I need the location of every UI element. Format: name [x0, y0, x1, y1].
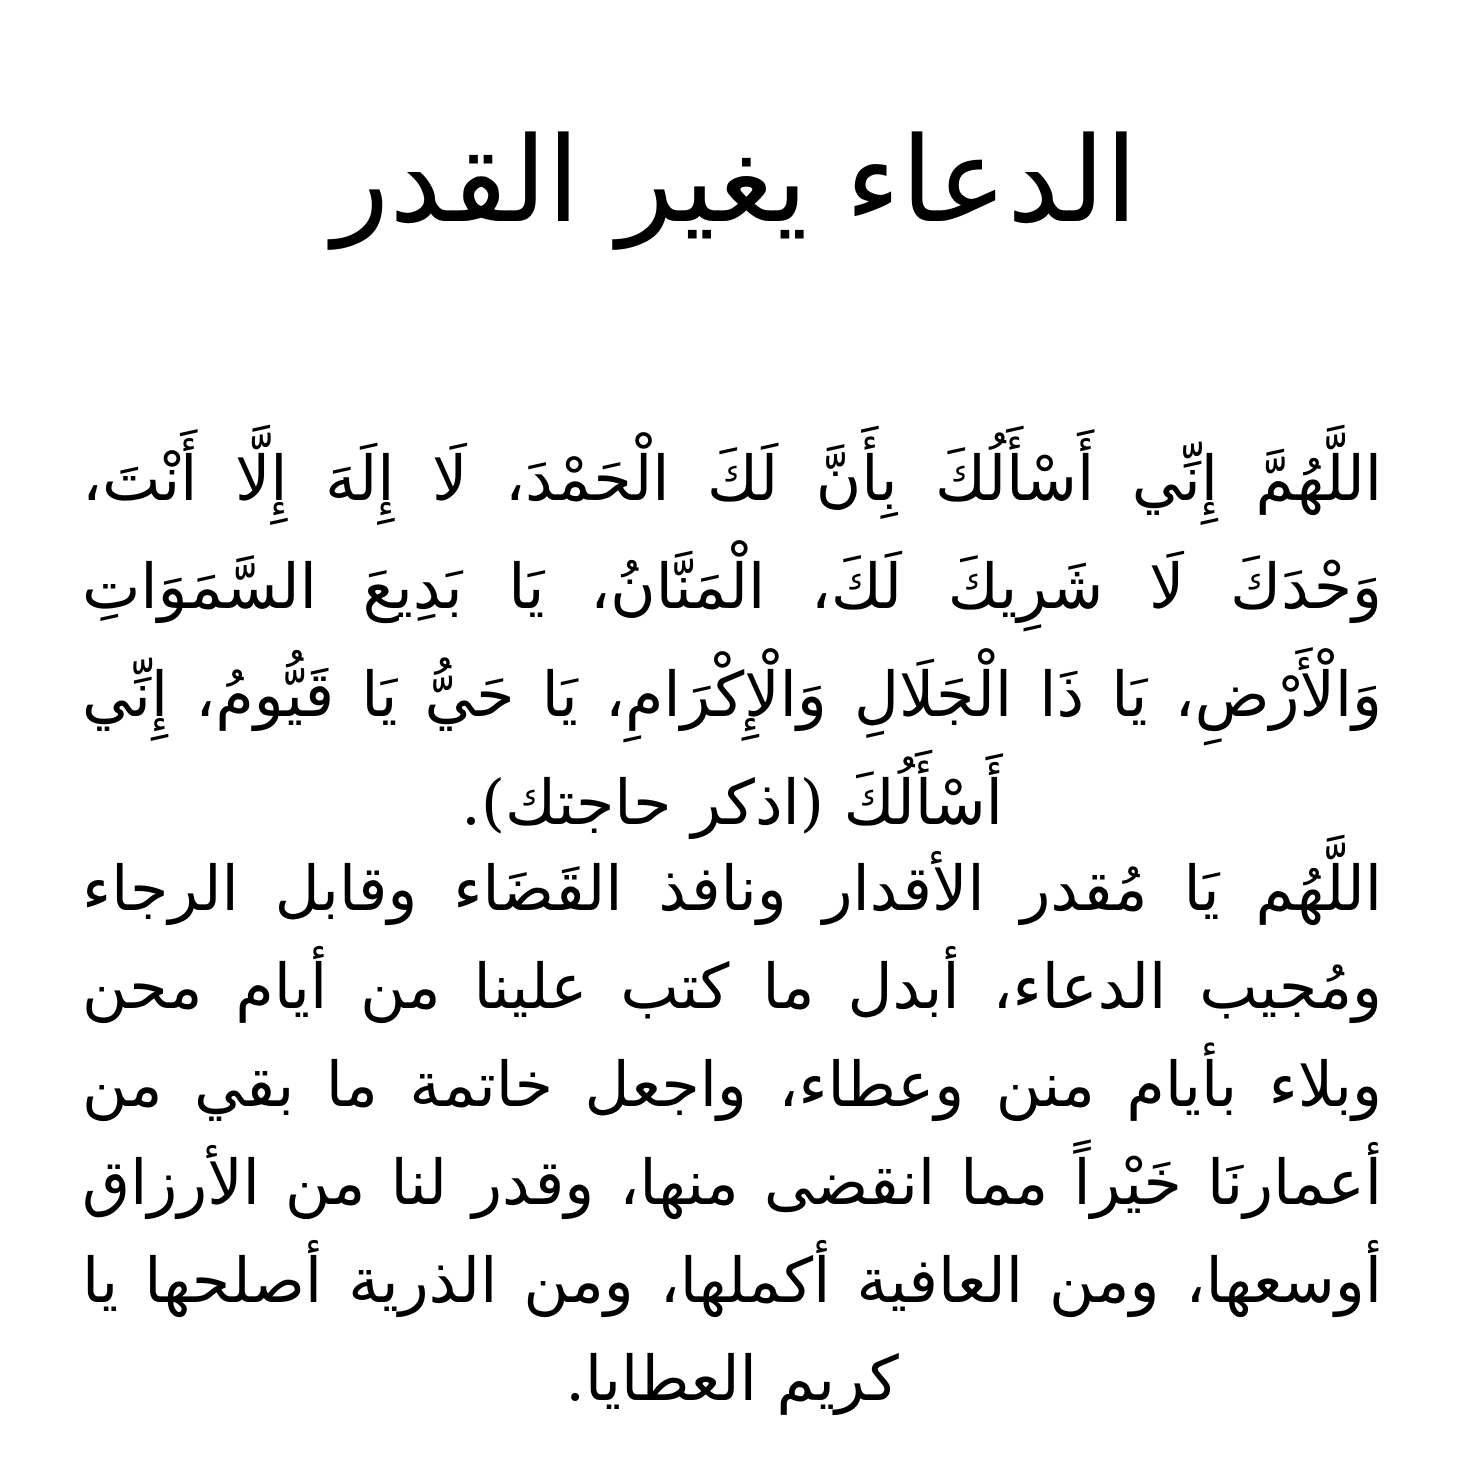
- prayer-paragraph-1: اللَّهُمَّ إِنِّي أَسْأَلُكَ بِأَنَّ لَكَ الْحَمْدَ، لَا إِلَهَ إِلَّا أَنْتَ، وَحْدَكَ لَا شَرِيكَ لَكَ، الْمَنَّانُ، يَا بَدِيعَ السَّمَوَاتِ وَالْأَرْضِ، يَا ذَا الْجَلَالِ وَالْإِكْرَامِ، يَا حَيُّ يَا قَيُّومُ، إِنِّي أَسْأَلُكَ (اذكر حاجتك).: [82, 442, 1382, 839]
- page-title: الدعاء يغير القدر: [332, 111, 1138, 249]
- prayer-paragraph-2: اللَّهُم يَا مُقدر الأقدار ونافذ القَضَاء وقابل الرجاء ومُجيب الدعاء، أبدل ما كتب علينا من أيام محن وبلاء بأيام منن وعطاء، واجعل خاتمة ما بقي من أعمارنَا خَيْراً مما انقضى منها، وقدر لنا من الأرزاق أوسعها، ومن العافية أكملها، ومن الذرية أصلحها يا كريم العطايا.: [82, 852, 1382, 1415]
